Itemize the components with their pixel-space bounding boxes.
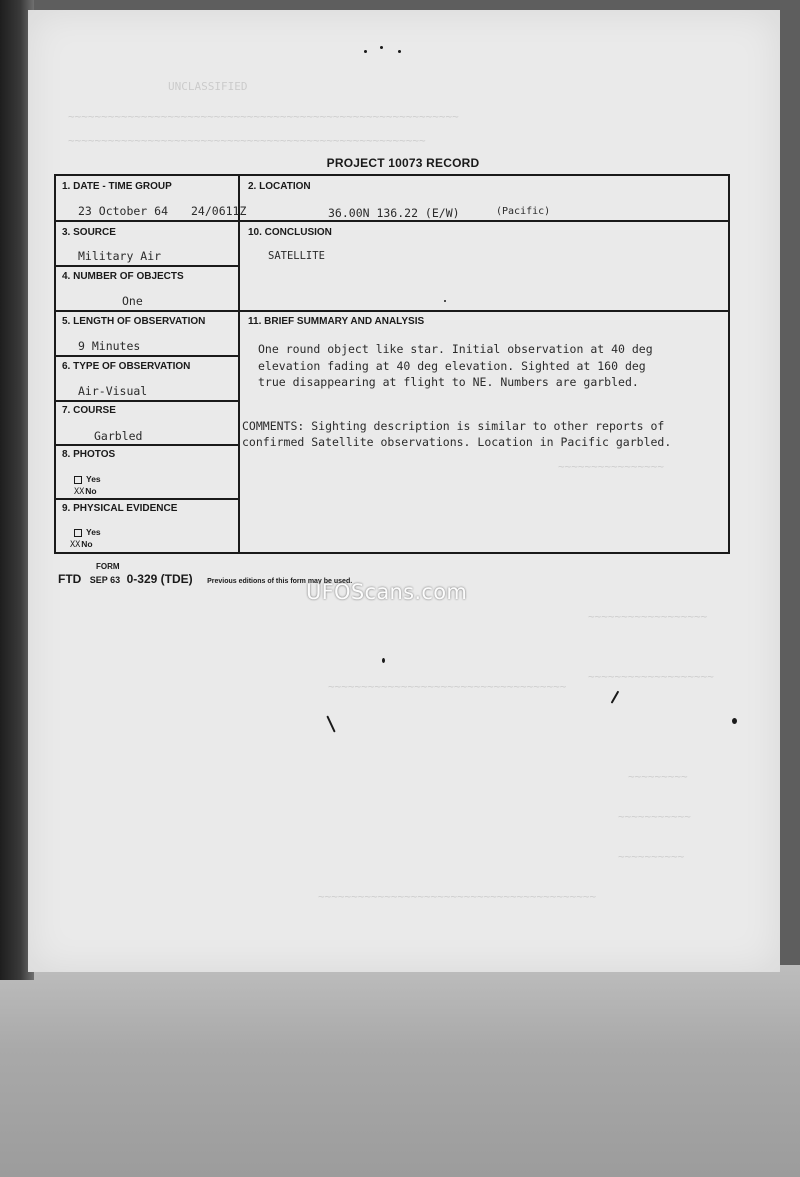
bleed-through: ~~~~~~~~~~~~~~~~~~~~~~~~~~~~~~~~~~~~~~~~~~~~~~~~~~~~~~~~~~~ (68, 110, 459, 123)
summary-line: One round object like star. Initial observation at 40 deg (258, 342, 653, 356)
location-label: 2. LOCATION (248, 181, 311, 192)
dust-speck (732, 718, 737, 724)
comments-line: COMMENTS: Sighting description is similar to other reports of (242, 419, 665, 433)
footer-date: SEP 63 (89, 575, 121, 585)
bleed-through: ~~~~~~~~~~ (618, 850, 685, 863)
length-of-observation-value: 9 Minutes (78, 339, 141, 353)
photos-no-option (74, 486, 97, 497)
backdrop-bottom (0, 965, 800, 1177)
bleed-through: ~~~~~~~~~~~~~~~~ (558, 460, 664, 473)
record-form (54, 174, 730, 554)
row-divider (56, 444, 238, 446)
photos-yes-label: Yes (86, 474, 101, 484)
evidence-yes-option (74, 527, 101, 537)
course-label: 7. COURSE (62, 405, 116, 416)
bleed-through: UNCLASSIFIED (168, 80, 248, 93)
row-divider (56, 265, 238, 267)
brief-summary-label: 11. BRIEF SUMMARY AND ANALYSIS (248, 316, 425, 327)
summary-line: true disappearing at flight to NE. Numbers are garbled. (258, 375, 639, 389)
checkbox-empty-icon (74, 529, 82, 537)
photos-no-label: No (85, 486, 97, 496)
number-of-objects-label: 4. NUMBER OF OBJECTS (62, 271, 184, 282)
course-value: Garbled (94, 429, 143, 443)
bleed-through: ~~~~~~~~~~~ (618, 810, 691, 823)
comments-line: confirmed Satellite observations. Location in Pacific garbled. (242, 435, 672, 449)
bleed-through: ~~~~~~~~~~~~~~~~~~~~~~~~~~~~~~~~~~~~ (328, 680, 567, 693)
row-divider (56, 220, 730, 222)
type-of-observation-label: 6. TYPE OF OBSERVATION (62, 361, 191, 372)
column-divider (238, 176, 240, 554)
time-value: 24/0611Z (191, 204, 247, 218)
number-of-objects-value: One (122, 294, 143, 308)
photos-no-check-mark: XX (74, 487, 85, 497)
bleed-through: ~~~~~~~~~~~~~~~~~~~ (588, 670, 714, 683)
type-of-observation-value: Air-Visual (78, 384, 148, 398)
dust-speck (380, 46, 383, 49)
date-value: 23 October 64 (78, 204, 169, 218)
dust-speck (382, 658, 385, 663)
evidence-yes-label: Yes (86, 527, 101, 537)
dust-speck (364, 50, 367, 53)
footer-note: Previous editions of this form may be used. (207, 578, 353, 585)
date-time-label: 1. DATE - TIME GROUP (62, 181, 172, 192)
photos-yes-option (74, 474, 101, 484)
row-divider (56, 310, 730, 312)
length-of-observation-label: 5. LENGTH OF OBSERVATION (62, 316, 206, 327)
dust-speck (398, 50, 401, 53)
photos-label: 8. PHOTOS (62, 449, 116, 460)
bleed-through: ~~~~~~~~~~~~~~~~~~~~~~~~~~~~~~~~~~~~~~~~~~~~~~~~~~~~~~ (68, 134, 426, 147)
row-divider (56, 355, 238, 357)
row-divider (56, 498, 238, 500)
summary-line: elevation fading at 40 deg elevation. Sighted at 160 deg (258, 359, 646, 373)
bleed-through: ~~~~~~~~~~~~~~~~~~~~~~~~~~~~~~~~~~~~~~~~~~ (318, 890, 597, 903)
row-divider (56, 400, 238, 402)
physical-evidence-label: 9. PHYSICAL EVIDENCE (62, 503, 178, 514)
evidence-no-label: No (81, 539, 93, 549)
dust-speck (444, 300, 446, 302)
source-label: 3. SOURCE (62, 227, 116, 238)
conclusion-label: 10. CONCLUSION (248, 227, 332, 238)
bleed-through: ~~~~~~~~~~~~~~~~~~ (588, 610, 708, 623)
location-coords: 36.00N 136.22 (E/W) (328, 206, 460, 220)
footer-form-word: FORM (96, 562, 120, 571)
footer-form-number: 0-329 (TDE) (126, 572, 193, 586)
evidence-no-option (70, 539, 93, 550)
checkbox-empty-icon (74, 476, 82, 484)
evidence-no-check-mark: XX (70, 540, 81, 550)
source-value: Military Air (78, 249, 162, 263)
footer-ftd: FTD (58, 572, 82, 586)
form-title: PROJECT 10073 RECORD (326, 156, 480, 170)
watermark: UFOScans.com (306, 580, 468, 604)
conclusion-value: SATELLITE (268, 250, 325, 262)
bleed-through: ~~~~~~~~~ (628, 770, 688, 783)
location-region: (Pacific) (496, 206, 551, 217)
